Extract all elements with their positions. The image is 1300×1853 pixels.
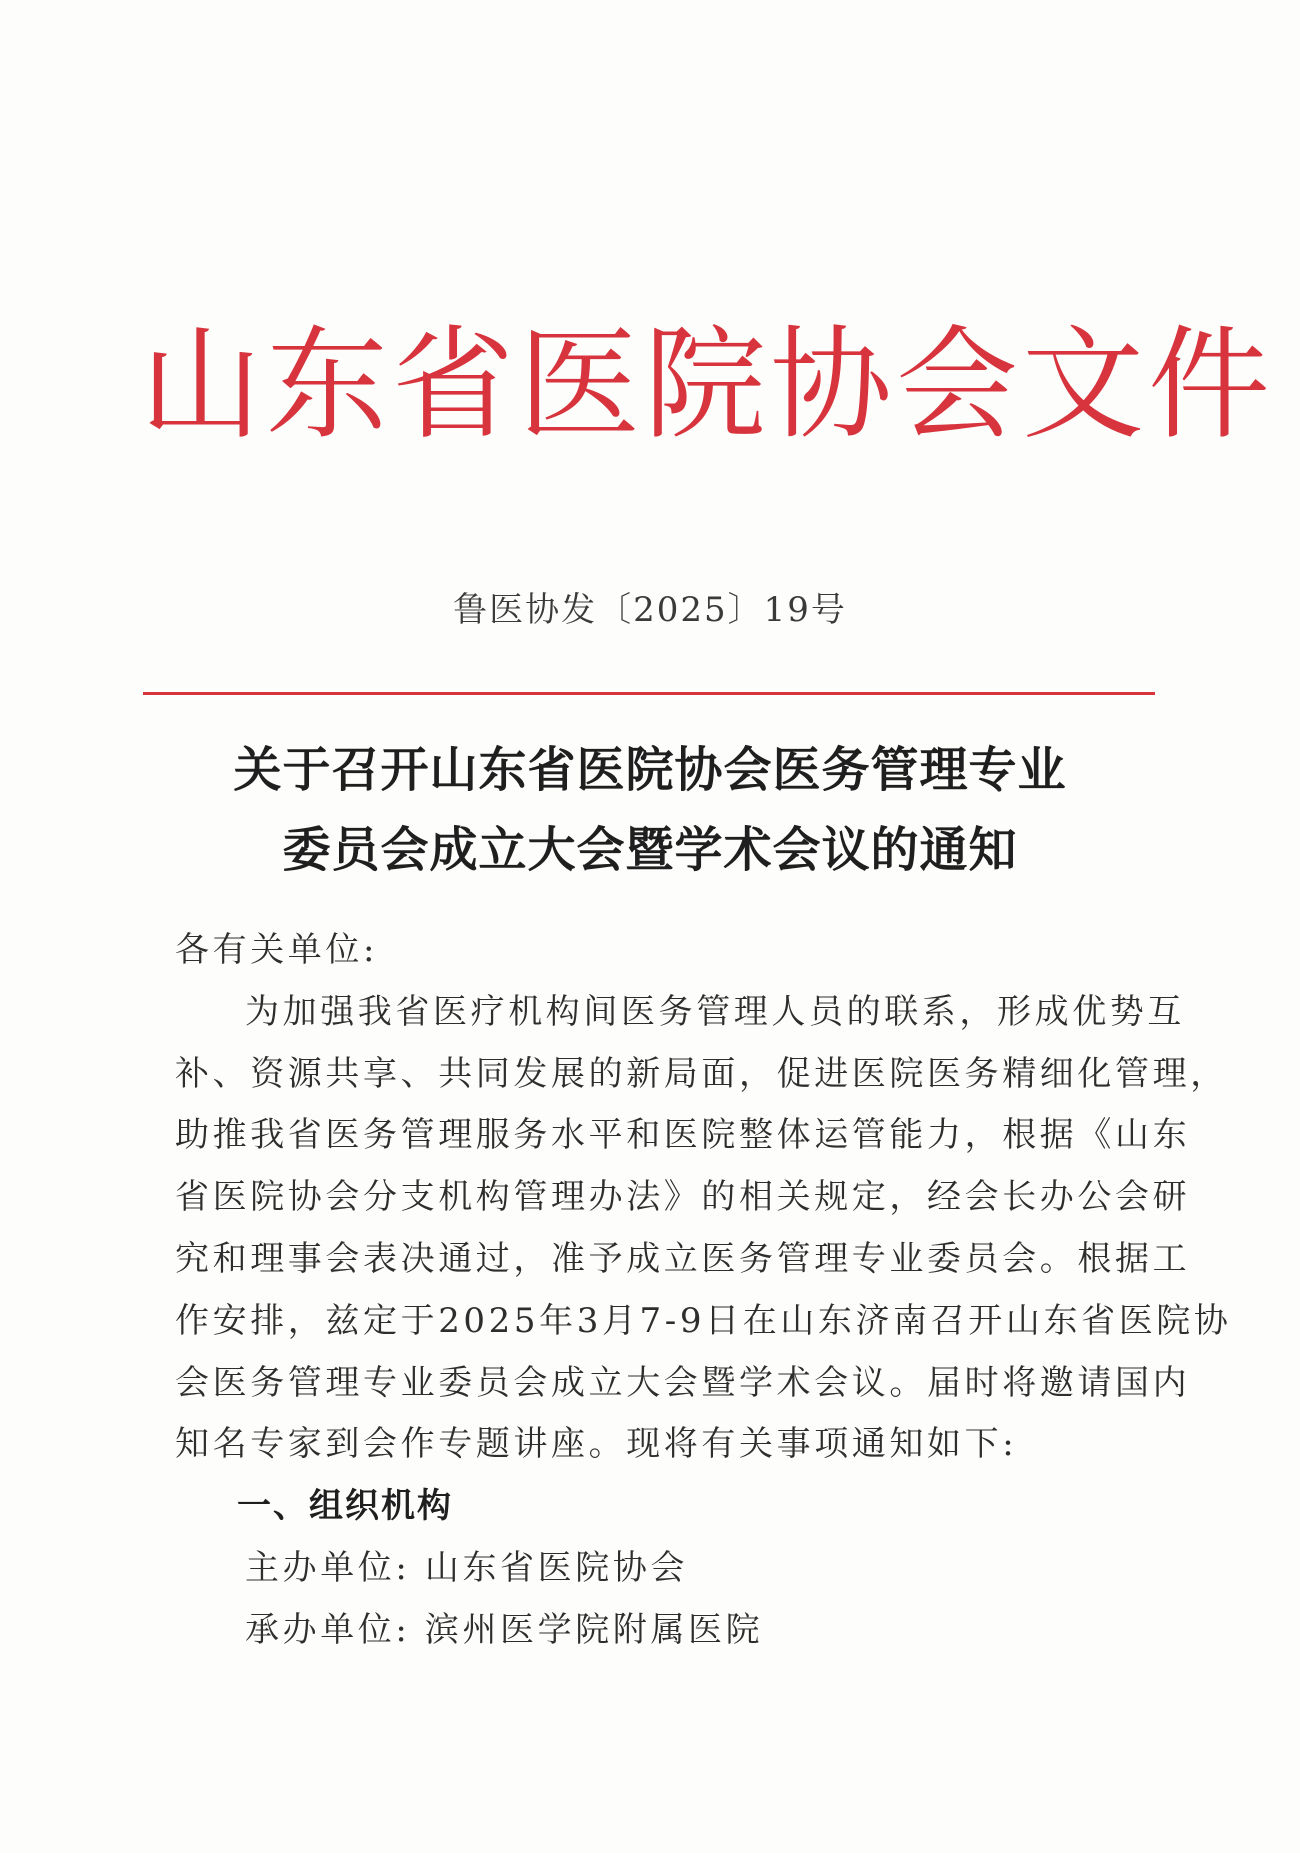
notice-title-line-1: 关于召开山东省医院协会医务管理专业: [233, 742, 1067, 798]
co-organizer-line: 承办单位: 滨州医学院附属医院: [245, 1609, 764, 1650]
notice-title-line-2: 委员会成立大会暨学术会议的通知: [282, 822, 1018, 878]
salutation: 各有关单位:: [175, 930, 379, 970]
paragraph-line: 会医务管理专业委员会成立大会暨学术会议。届时将邀请国内: [175, 1362, 1191, 1403]
paragraph-line: 知名专家到会作专题讲座。现将有关事项通知如下:: [175, 1424, 1018, 1465]
paragraph-line: 作安排，兹定于2025年3月7-9日在山东济南召开山东省医院协: [175, 1300, 1232, 1341]
paragraph-1: [175, 982, 1232, 1476]
red-divider-line: [143, 692, 1155, 695]
section-heading-organization: 一、组织机构: [237, 1486, 453, 1527]
masthead-title: 山东省医院协会文件: [140, 314, 1274, 456]
paragraph-line: 省医院协会分支机构管理办法》的相关规定，经会长办公会研: [175, 1177, 1191, 1218]
paragraph-line: 助推我省医务管理服务水平和医院整体运管能力，根据《山东: [175, 1115, 1191, 1156]
notice-body: [175, 920, 1232, 1662]
paragraph-line: 究和理事会表决通过，准予成立医务管理专业委员会。根据工: [175, 1238, 1191, 1279]
paragraph-line: 为加强我省医疗机构间医务管理人员的联系，形成优势互: [245, 991, 1185, 1032]
paragraph-line: 补、资源共享、共同发展的新局面，促进医院医务精细化管理，: [175, 1053, 1228, 1094]
notice-title: [140, 730, 1160, 890]
document-number: 鲁医协发〔2025〕19号: [453, 590, 847, 630]
organizer-line: 主办单位: 山东省医院协会: [245, 1547, 689, 1588]
